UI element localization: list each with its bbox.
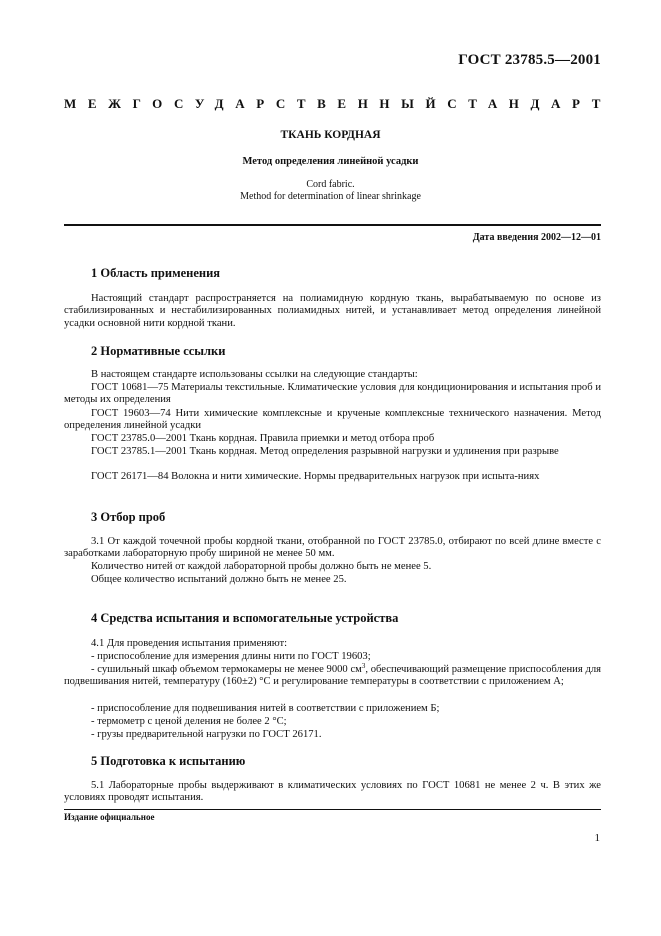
- section-4-heading: 4 Средства испытания и вспомогательные устройства: [91, 611, 399, 625]
- equipment-item: - грузы предварительной нагрузки по ГОСТ 26171.: [91, 729, 322, 740]
- reference-item: ГОСТ 10681—75 Материалы текстильные. Климатические условия для кондиционирования и испытания проб и методы их определения: [64, 382, 601, 406]
- superscript: 3: [361, 662, 366, 670]
- document-number: ГОСТ 23785.5—2001: [458, 52, 601, 68]
- section-3-paragraph-1: 3.1 От каждой точечной пробы кордной ткани, отобранной по ГОСТ 23785.0, отбирают по всей длине вместе с заработками лабораторную пробу шириной не менее 50 мм.: [64, 536, 601, 560]
- header-word-2: СТАНДАРТ: [447, 96, 613, 111]
- standard-title: ТКАНЬ КОРДНАЯ: [280, 129, 381, 141]
- section-5-heading: 5 Подготовка к испытанию: [91, 754, 246, 768]
- section-1-text: Настоящий стандарт распространяется на полиамидную кордную ткань, вырабатываемую по основе из стабилизированных и нестабилизированных полиамидных нитей, и устанавливает метод определения линейной усадки основной нити кордной ткани.: [64, 293, 601, 329]
- footer-divider: [64, 809, 601, 810]
- reference-item: ГОСТ 19603—74 Нити химические комплексные и крученые комплексные технического назначения. Метод определения линейной усадки: [64, 408, 601, 432]
- section-2-heading: 2 Нормативные ссылки: [91, 344, 226, 358]
- section-1-heading: 1 Область применения: [91, 266, 221, 280]
- header-word-1: МЕЖГОСУДАРСТВЕННЫЙ: [64, 96, 448, 111]
- equipment-item: - приспособление для подвешивания нитей в соответствии с приложением Б;: [91, 703, 440, 714]
- section-3-paragraph-3: Общее количество испытаний должно быть не менее 25.: [91, 574, 347, 585]
- standard-subtitle: Метод определения линейной усадки: [242, 156, 419, 167]
- page-number: 1: [594, 832, 600, 844]
- section-5-paragraph-1: 5.1 Лабораторные пробы выдерживают в климатических условиях по ГОСТ 10681 не менее 2 ч. В этих же условиях проводят испытания.: [64, 780, 601, 804]
- equipment-item: [64, 664, 601, 689]
- equipment-item-text: , обеспечивающий размещение приспособления для подвешивания нитей, температуру (160±2) °С и регулирование температуры в соответствии с приложением А;: [64, 664, 601, 688]
- english-title-line-2: Method for determination of linear shrinkage: [240, 191, 421, 202]
- equipment-item: - термометр с ценой деления не более 2 °С;: [91, 716, 287, 727]
- section-4-paragraph-1: 4.1 Для проведения испытания применяют:: [91, 638, 288, 649]
- section-3-heading: 3 Отбор проб: [91, 510, 166, 524]
- reference-item: ГОСТ 26171—84 Волокна и нити химические. Нормы предварительных нагрузок при испыта-ниях: [91, 471, 540, 482]
- introduction-date: Дата введения 2002—12—01: [472, 232, 601, 243]
- header-divider: [64, 224, 601, 226]
- english-title-line-1: Cord fabric.: [306, 179, 355, 190]
- section-3-paragraph-2: Количество нитей от каждой лабораторной пробы должно быть не менее 5.: [91, 561, 432, 572]
- equipment-item: - приспособление для измерения длины нити по ГОСТ 19603;: [91, 651, 371, 662]
- section-2-intro: В настоящем стандарте использованы ссылки на следующие стандарты:: [91, 369, 418, 380]
- reference-item: ГОСТ 23785.0—2001 Ткань кордная. Правила приемки и метод отбора проб: [91, 433, 435, 444]
- header-banner: [64, 96, 613, 112]
- reference-item: ГОСТ 23785.1—2001 Ткань кордная. Метод определения разрывной нагрузки и удлинения при разрыве: [91, 446, 559, 457]
- official-edition-label: Издание официальное: [64, 812, 155, 822]
- equipment-item-text: - сушильный шкаф объемом термокамеры не менее 9000 см: [91, 664, 362, 675]
